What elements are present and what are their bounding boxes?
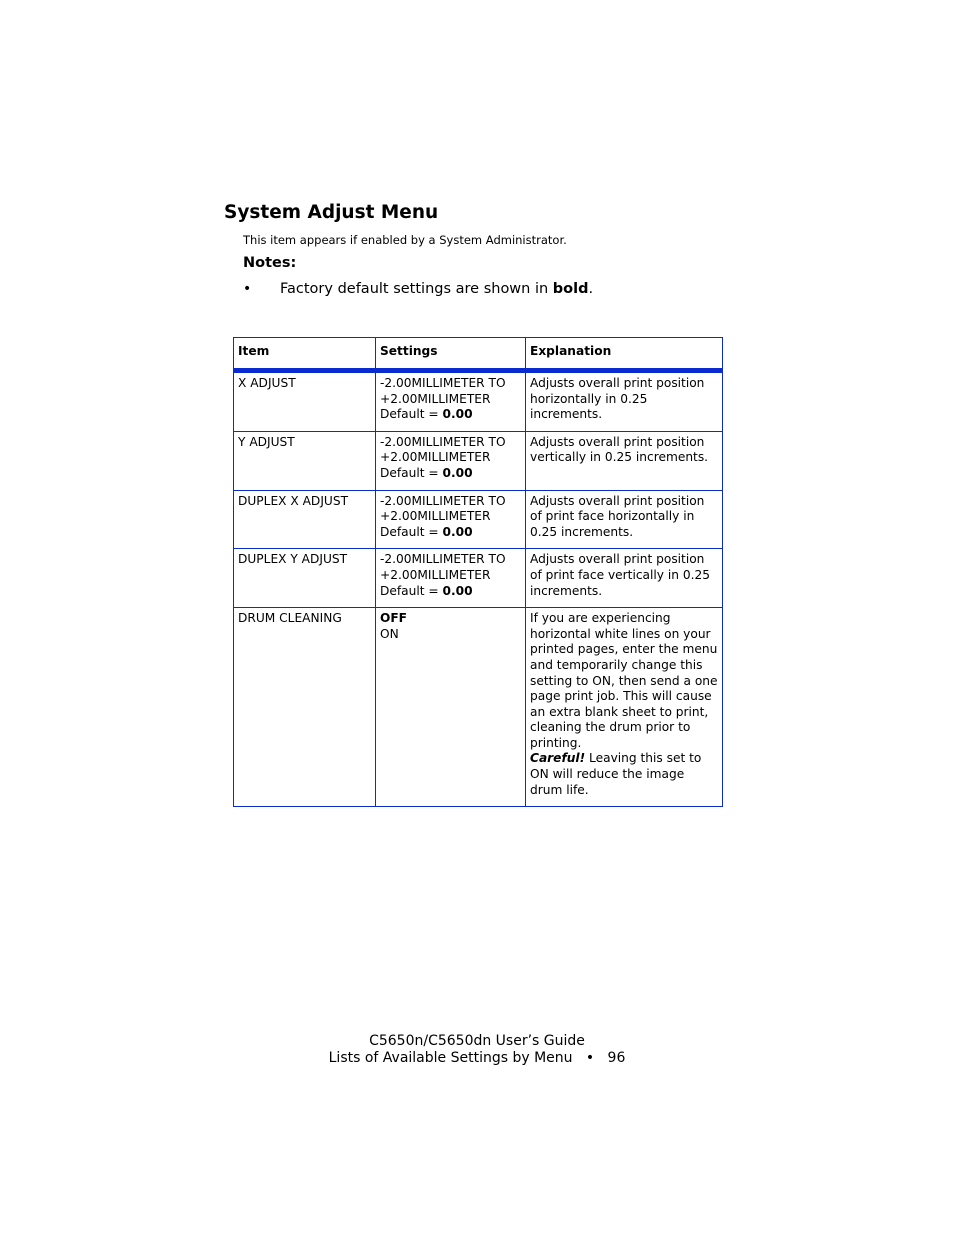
explanation-cell: Adjusts overall print position of print face horizontally in 0.25 increments. (526, 490, 723, 549)
settings-cell: -2.00MILLIMETER TO +2.00MILLIMETER Default = 0.00 (376, 431, 526, 490)
item-cell: DRUM CLEANING (234, 608, 376, 807)
table-row (234, 431, 723, 490)
page-title: System Adjust Menu (224, 202, 439, 223)
footer-separator: • (585, 1050, 595, 1066)
note-item (243, 281, 593, 297)
table-header-row (234, 338, 723, 371)
column-header-settings: Settings (376, 338, 526, 371)
item-cell: DUPLEX Y ADJUST (234, 549, 376, 608)
footer-section-title: Lists of Available Settings by Menu (328, 1050, 573, 1066)
explanation-cell: Adjusts overall print position horizontally in 0.25 increments. (526, 371, 723, 432)
settings-cell: -2.00MILLIMETER TO +2.00MILLIMETER Default = 0.00 (376, 490, 526, 549)
default-setting: OFF (380, 611, 408, 626)
column-header-item: Item (234, 338, 376, 371)
bullet-icon: • (243, 281, 252, 297)
settings-cell: OFF ON (376, 608, 526, 807)
explanation-cell: Adjusts overall print position of print face vertically in 0.25 increments. (526, 549, 723, 608)
settings-cell: -2.00MILLIMETER TO +2.00MILLIMETER Default = 0.00 (376, 371, 526, 432)
notes-heading: Notes: (243, 255, 297, 271)
item-cell: DUPLEX X ADJUST (234, 490, 376, 549)
table-row (234, 608, 723, 807)
page-number: 96 (607, 1050, 626, 1066)
caution-label: Careful! (530, 751, 586, 766)
item-cell: Y ADJUST (234, 431, 376, 490)
note-bold-word: bold (552, 281, 589, 297)
explanation-cell: If you are experiencing horizontal white lines on your printed pages, enter the menu and temporarily change this setting to ON, then send a one page print job. This will cause an extra blank sheet to print, cleaning the drum prior to printing. Careful! Leaving this set to ON will reduce the image drum life. (526, 608, 723, 807)
note-text: Factory default settings are shown in bold. (280, 281, 594, 297)
table-row (234, 371, 723, 432)
column-header-explanation: Explanation (526, 338, 723, 371)
footer-guide-title: C5650n/C5650dn User’s Guide (369, 1033, 585, 1049)
footer-section (0, 1050, 954, 1068)
item-cell: X ADJUST (234, 371, 376, 432)
table-row (234, 549, 723, 608)
settings-table (233, 337, 723, 807)
table-row (234, 490, 723, 549)
explanation-cell: Adjusts overall print position vertically in 0.25 increments. (526, 431, 723, 490)
intro-text: This item appears if enabled by a System Administrator. (243, 233, 567, 247)
settings-cell: -2.00MILLIMETER TO +2.00MILLIMETER Default = 0.00 (376, 549, 526, 608)
